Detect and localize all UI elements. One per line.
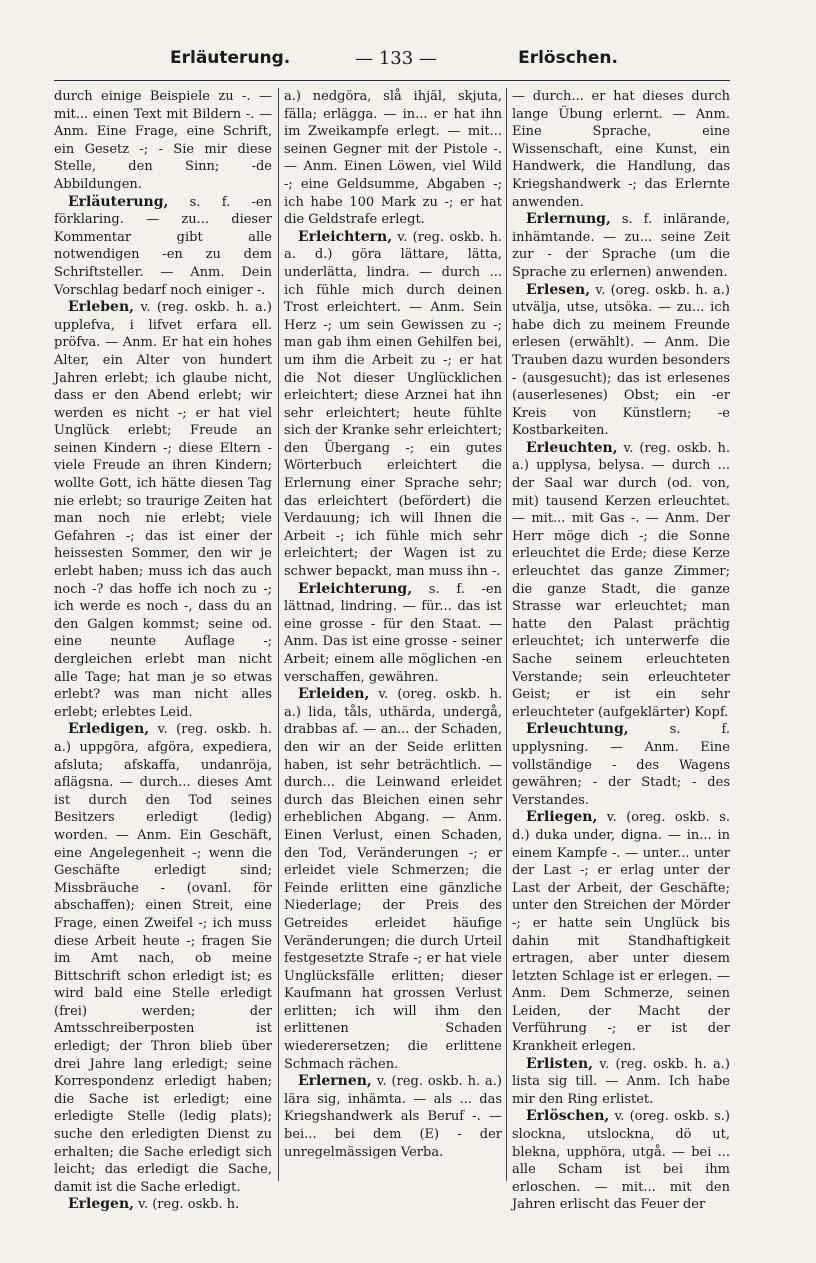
text-column-1 — [54, 88, 272, 1214]
dictionary-entry — [54, 721, 272, 1196]
entry-body: s. f. -en lättnad, lindring. — für... das ist eine grosse - für den Staat. — Anm. Das ist eine grosse - seiner Arbeit; einem alle möglichen -en verschaffen, gewähren. — [284, 581, 502, 685]
column-divider-1 — [278, 88, 279, 1181]
entry-continuation: — durch... er hat dieses durch lange Übung erlernt. — Anm. Eine Sprache, eine Wissenschaft, eine Kunst, ein Handwerk, die Handlung, das Kriegshandwerk -; das Erlernte anwenden. — [512, 89, 730, 210]
entry-body: v. (reg. oskb. h. a.) upplysa, belysa. — durch ... der Saal war durch (od. von, mit) tausend Kerzen erleuchtet. — mit... mit Gas -. — Anm. Der Herr möge dich -; die Sonne erleuchtet die Erde; diese Kerze erleuchtet das ganze Zimmer; die ganze Stadt, die ganze Strasse war erleuchtet; man hatte den Palast prächtig erleuchtet; ich unterwerfe die Sache seinem erleuchteten Verstande; sein erleuchteter Geist; er ist ein sehr erleuchteter (aufgeklärter) Kopf. — [512, 440, 730, 720]
dictionary-entry — [512, 282, 730, 440]
page-header — [54, 48, 738, 74]
entry-body: v. (reg. oskb. h. a. d.) göra lättare, lätta, underlätta, lindra. — durch ... ich fühle mich durch deinen Trost erleichtert. — Anm. Sein Herz -; um sein Gewissen zu -; man gab ihm einen Gehilfen bei, um ihm die Arbeit zu -; er hat die Not dieser Unglücklichen erleichtert; diese Arznei hat ihn sehr erleichtert; heute fühlte sich der Kranke sehr erleichtert; den Übergang -; ein gutes Wörterbuch erleichtert die Erlernung einer Sprache sehr; das erleichtert (befördert) die Verdauung; ich will Ihnen die Arbeit -; ich fühle mich sehr erleichtert; der Wagen ist zu schwer bepackt, man muss ihn -. — [284, 229, 502, 580]
dictionary-entry — [54, 194, 272, 300]
dictionary-entry — [512, 211, 730, 281]
dictionary-entry — [284, 1073, 502, 1161]
dictionary-entry — [512, 809, 730, 1055]
dictionary-entry — [512, 721, 730, 809]
dictionary-entry — [512, 440, 730, 722]
entry-body: v. (oreg. oskb. s. d.) duka under, digna. — in... in einem Kampfe -. — unter... unter der Last -; er erlag unter der Last der Arbeit, der Geschäfte; unter den Streichen der Mörder -; er hatte sein Unglück bis dahin mit Standhaftigkeit ertragen, aber unter diesem letzten Schlage ist er erlegen. — Anm. Dem Schmerze, seinen Leiden, der Macht der Verführung -; er ist der Krankheit erlegen. — [512, 810, 730, 1055]
header-left-word: Erläuterung. — [170, 48, 291, 68]
dictionary-entry — [54, 299, 272, 721]
headword: Erliegen, — [526, 809, 598, 826]
entry-body: v. (oreg. oskb. h. a.) utvälja, utse, utsöka. — zu... ich habe dich zu meinem Freunde erlesen (erwählt). — Anm. Die Trauben dazu wurden besonders - (ausgesucht); das ist erlesenes (auserlesenes) Obst; ein -er Kreis von Künstlern; -e Kostbarkeiten. — [512, 282, 730, 439]
headword: Erleuchtung, — [526, 721, 629, 738]
dictionary-entry — [512, 1108, 730, 1214]
entry-body: v. (reg. oskb. h. a.) upplefva, i lifvet erfara ell. pröfva. — Anm. Er hat ein hohes Alter, ein Alter von hundert Jahren erlebt; ich glaube nicht, dass er den Abend erlebt; wir werden es nicht -; er hat viel Unglück erlebt; Freude an seinen Kindern -; diese Eltern - viele Freude an ihren Kindern; wollte Gott, ich hätte diesen Tag nie erlebt; so traurige Zeiten hat man noch nie erlebt; viele Gefahren -; das ist einer der heissesten Sommer, den wir je erlebt haben; muss ich das auch noch -? das hoffe ich noch zu -; ich werde es noch -, dass du an den Galgen kommst; seine od. eine neunte Auflage -; dergleichen erlebt man nicht alle Tage; hat man je so etwas erlebt? was man nicht alles erlebt; erlebtes Leid. — [54, 300, 272, 720]
headword: Erleichtern, — [298, 228, 393, 245]
entry-body: s. f. -en förklaring. — zu... dieser Kommentar gibt alle notwendigen -en zu dem Schriftsteller. — Anm. Dein Vorschlag bedarf noch einiger -. — [54, 194, 272, 298]
dictionary-entry — [284, 686, 502, 1073]
headword: Erlernen, — [298, 1073, 372, 1090]
entry-continuation: durch einige Beispiele zu -. — mit... einen Text mit Bildern -. — Anm. Eine Frage, eine Schrift, ein Gesetz -; - Sie mir diese Stelle, den Sinn; -de Abbildungen. — [54, 89, 272, 192]
dictionary-entry — [512, 1056, 730, 1109]
dictionary-entry — [54, 1196, 272, 1214]
header-rule — [54, 80, 730, 81]
headword: Erleiden, — [298, 686, 370, 703]
headword: Erlöschen, — [526, 1108, 610, 1125]
entry-body: v. (reg. oskb. h. — [134, 1197, 240, 1213]
entry-body: v. (reg. oskb. h. a.) lära sig, inhämta. — als ... das Kriegshandwerk als Beruf -. — bei... bei dem (E) - der unregelmässigen Verba. — [284, 1074, 502, 1160]
entry-continuation: a.) nedgöra, slå ihjäl, skjuta, fälla; erlägga. — in... er hat ihn im Zweikampfe erlegt. — mit... seinen Gegner mit der Pistole -. — Anm. Einen Löwen, viel Wild -; eine Geldsumme, Abgaben -; ich habe 100 Mark zu -; er hat die Geldstrafe erlegt. — [284, 89, 502, 228]
text-column-3 — [512, 88, 730, 1214]
entry-body: v. (oreg. oskb. s.) slockna, utslockna, dö ut, blekna, upphöra, utgå. — bei ... alle Scham ist bei ihm erloschen. — mit... mit den Jahren erlischt das Feuer der — [512, 1109, 730, 1213]
entry-body: v. (reg. oskb. h. a.) lista sig till. — Anm. Ich habe mir den Ring erlistet. — [512, 1056, 730, 1107]
dictionary-entry — [284, 581, 502, 687]
entry-body: v. (oreg. oskb. h. a.) lida, tåls, uthärda, undergå, drabbas af. — an... der Schaden, den wir an der Seide erlitten haben, ist sehr beträchtlich. — durch... die Leinwand erleidet durch das Bleichen einen sehr erheblichen Abgang. — Anm. Einen Verlust, einen Schaden, den Tod, Veränderungen -; er erleidet viele Schmerzen; die Feinde erlitten eine gänzliche Niederlage; der Preis des Getreides erleidet häufige Veränderungen; die durch Urteil festgesetzte Strafe -; er hat viele Unglücksfälle erlitten; dieser Kaufmann hat grossen Verlust erlitten; ich will ihm den erlittenen Schaden wiederersetzen; die erlittene Schmach rächen. — [284, 687, 502, 1072]
headword: Erlegen, — [68, 1196, 135, 1213]
headword: Erleichterung, — [298, 580, 413, 597]
entry-body: s. f. inlärande, inhämtande. — zu... seine Zeit zur - der Sprache (um die Sprache zu erlernen) anwenden. — [512, 212, 730, 280]
headword: Erleuchten, — [526, 439, 618, 456]
headword: Erledigen, — [68, 721, 150, 738]
entry-body: s. f. upplysning. — Anm. Eine vollständige - des Wagens gewähren; - der Stadt; - des Verstandes. — [512, 722, 730, 808]
headword: Erlesen, — [526, 281, 591, 298]
headword: Erlisten, — [526, 1055, 593, 1072]
column-divider-2 — [506, 88, 507, 1181]
headword: Erlernung, — [526, 211, 611, 228]
headword: Erleben, — [68, 299, 135, 316]
headword: Erläuterung, — [68, 193, 169, 210]
page-number: — 133 — — [355, 48, 437, 69]
text-column-2 — [284, 88, 502, 1161]
entry-body: v. (reg. oskb. h. a.) uppgöra, afgöra, expediera, afsluta; afskaffa, undanröja, aflägsna. — durch... dieses Amt ist durch den Tod seines Besitzers erledigt (ledig) worden. — Anm. Ein Geschäft, eine Angelegenheit -; wenn die Geschäfte erledigt sind; Missbräuche - (ovanl. för abschaffen); einen Streit, eine Frage, einen Zweifel -; ich muss diese Arbeit heute -; fragen Sie im Amt nach, ob meine Bittschrift schon erledigt ist; es wird bald eine Stelle erledigt (frei) werden; der Amtsschreiberposten ist erledigt; der Thron blieb über drei Jahre lang erledigt; seine Korrespondenz erledigt haben; die Sache ist erledigt; eine erledigte Stelle (ledig plats); suche den erledigten Dienst zu erhalten; die Sache erledigt sich leicht; das erledigt die Sache, damit ist die Sache erledigt. — [54, 722, 272, 1195]
header-right-word: Erlöschen. — [518, 48, 618, 68]
dictionary-entry — [284, 229, 502, 581]
